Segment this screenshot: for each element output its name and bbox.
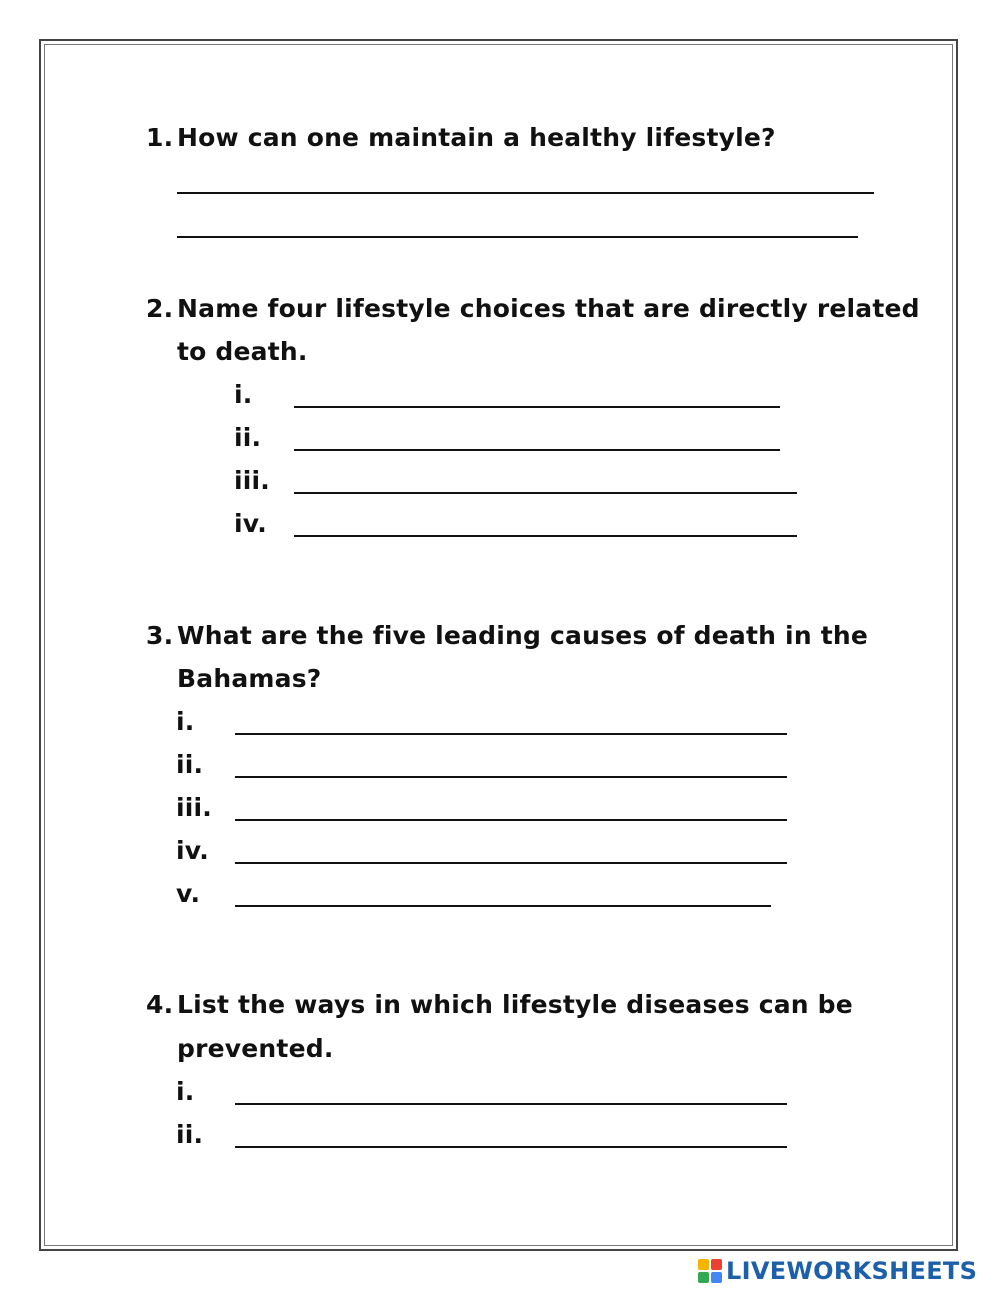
question-2-answer-line-iii[interactable]	[294, 492, 797, 494]
question-2-text-line-1: Name four lifestyle choices that are directly related	[177, 294, 920, 323]
logo-tile	[698, 1272, 709, 1283]
question-3-item-iii-label: iii.	[176, 793, 213, 822]
question-3-number: 3.	[146, 621, 174, 650]
question-2-item-i-label: i.	[234, 380, 253, 409]
question-4-answer-line-i[interactable]	[235, 1103, 787, 1105]
question-2-answer-line-ii[interactable]	[294, 449, 780, 451]
question-2-item-ii-label: ii.	[234, 423, 262, 452]
question-3-answer-line-v[interactable]	[235, 905, 771, 907]
question-2-answer-line-i[interactable]	[294, 406, 780, 408]
question-3-answer-line-ii[interactable]	[235, 776, 787, 778]
answer-line-1a[interactable]	[177, 192, 874, 194]
question-4-text-line-1: List the ways in which lifestyle diseases can be	[177, 990, 853, 1019]
question-2-text-line-2: to death.	[177, 337, 308, 366]
question-2-answer-line-iv[interactable]	[294, 535, 797, 537]
question-4-item-ii-label: ii.	[176, 1120, 204, 1149]
question-4-item-i-label: i.	[176, 1077, 195, 1106]
logo-text: LIVEWORKSHEETS	[726, 1257, 978, 1285]
question-3-text-line-2: Bahamas?	[177, 664, 322, 693]
question-4-number: 4.	[146, 990, 174, 1019]
question-4-answer-line-ii[interactable]	[235, 1146, 787, 1148]
logo-tile	[711, 1272, 722, 1283]
question-2-item-iv-label: iv.	[234, 509, 267, 538]
logo-tile	[711, 1259, 722, 1270]
question-3-answer-line-i[interactable]	[235, 733, 787, 735]
question-3-text-line-1: What are the five leading causes of death in the	[177, 621, 869, 650]
question-1-number: 1.	[146, 123, 174, 152]
question-3-item-iv-label: iv.	[176, 836, 209, 865]
question-3-item-i-label: i.	[176, 707, 195, 736]
question-1-text: How can one maintain a healthy lifestyle?	[177, 123, 776, 152]
answer-line-1b[interactable]	[177, 236, 858, 238]
question-4-text-line-2: prevented.	[177, 1034, 334, 1063]
question-3-answer-line-iv[interactable]	[235, 862, 787, 864]
logo-tile	[698, 1259, 709, 1270]
question-3-item-ii-label: ii.	[176, 750, 204, 779]
question-2-item-iii-label: iii.	[234, 466, 271, 495]
question-2-number: 2.	[146, 294, 174, 323]
liveworksheets-logo	[698, 1257, 994, 1285]
question-3-item-v-label: v.	[176, 879, 201, 908]
logo-tiles-icon	[698, 1259, 722, 1283]
question-3-answer-line-iii[interactable]	[235, 819, 787, 821]
